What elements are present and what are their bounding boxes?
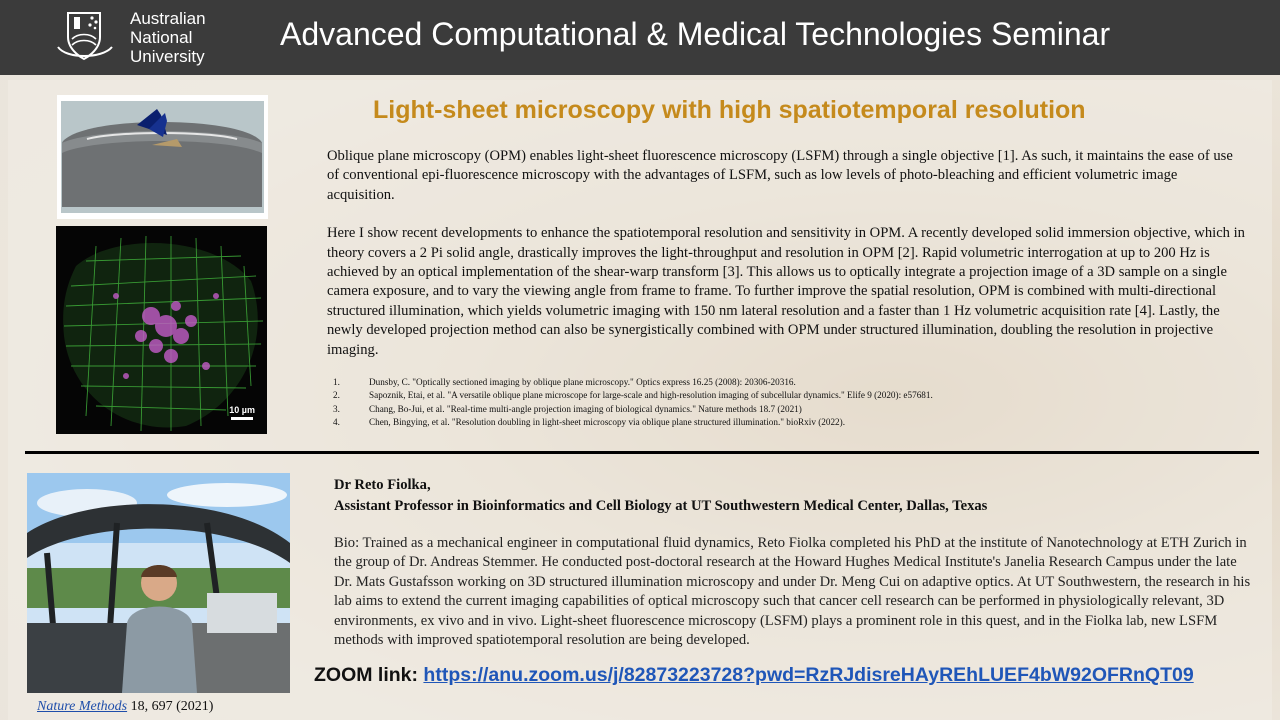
anu-crest-icon bbox=[52, 7, 124, 65]
seminar-title: Advanced Computational & Medical Technologies Seminar bbox=[280, 16, 1111, 52]
reference-number: 2. bbox=[333, 390, 340, 401]
anu-logo bbox=[52, 7, 212, 67]
photo-citation bbox=[37, 699, 213, 715]
reference-item bbox=[333, 376, 1253, 389]
speaker-name: Dr Reto Fiolka, bbox=[334, 477, 431, 493]
logo-line-2: National bbox=[130, 28, 193, 47]
speaker-bio bbox=[334, 534, 1252, 650]
bio-label: Bio: bbox=[334, 535, 360, 551]
fluorescence-cell-image bbox=[56, 226, 267, 434]
scale-bar-label: 10 µm bbox=[229, 405, 255, 415]
references-list bbox=[333, 376, 1253, 429]
talk-title: Light-sheet microscopy with high spatiotemporal resolution bbox=[373, 96, 1086, 124]
abstract-paragraph-2: Here I show recent developments to enhance the spatiotemporal resolution and sensitivity in OPM. A recently developed solid immersion objective, which in theory covers a 2 Pi solid angle, drastically improves the light-throughput and resolution in OPM [2]. Rapid volumetric interrogation at up to 200 Hz is achieved by an optical implementation of the shear-warp transform [3]. This allows us to optically integrate a projection image of a 3D sample on a single camera exposure, and to vary the viewing angle from frame to frame. To further improve the spatial resolution, OPM is combined with multi-directional structured illumination, which yields volumetric imaging with 150 nm lateral resolution and a faster than 1 Hz volumetric acquisition rate [4]. Lastly, the newly developed projection method can also be synergistically combined with OPM under structured illumination, doubling the resolution in projective imaging. bbox=[327, 225, 1245, 358]
zoom-label: ZOOM link: bbox=[314, 664, 424, 686]
citation-details: 18, 697 (2021) bbox=[127, 699, 214, 714]
bio-text: Trained as a mechanical engineer in computational fluid dynamics, Reto Fiolka completed his PhD at the institute of Nanotechnology at ETH Zurich in the group of Dr. Andreas Stemmer. He conducted post-doctoral research at the Howard Hughes Medical Institute's Janelia Research Campus under the late Dr. Mats Gustafsson working on 3D structured illumination microscopy and under Dr. Meng Cui on adaptive optics. At UT Southwestern, the research in his lab aims to extend the current imaging capabilities of optical microscopy such that cancer cell research can be performed in physiologically relevant, 3D environments, ex vivo and in vivo. Light-sheet fluorescence microscopy (LSFM) plays a prominent role in this quest, and in the Fiolka lab, new LSFM methods with improved spatiotemporal resolution are being developed. bbox=[334, 535, 1251, 649]
scale-bar-line bbox=[231, 417, 253, 420]
reference-item bbox=[333, 403, 1253, 416]
reference-number: 1. bbox=[333, 377, 340, 387]
logo-wordmark bbox=[130, 9, 206, 66]
zoom-link-line bbox=[314, 664, 1194, 687]
section-divider bbox=[25, 451, 1259, 454]
logo-line-3: University bbox=[130, 47, 205, 66]
abstract bbox=[327, 147, 1247, 379]
scale-bar bbox=[229, 405, 255, 420]
reference-number: 4. bbox=[333, 416, 340, 427]
speaker-position: Assistant Professor in Bioinformatics and Cell Biology at UT Southwestern Medical Center, Dallas, Texas bbox=[334, 498, 988, 514]
reference-text: Dunsby, C. "Optically sectioned imaging by oblique plane microscopy." Optics express 16.25 (2008): 20306-20316. bbox=[369, 377, 796, 387]
reference-item bbox=[333, 389, 1253, 402]
zoom-link[interactable]: https://anu.zoom.us/j/82873223728?pwd=RzRJdisreHAyREhLUEF4bW92OFRnQT09 bbox=[423, 664, 1194, 686]
objective-dome-image bbox=[57, 95, 268, 219]
reference-text: Chen, Bingying, et al. "Resolution doubling in light-sheet microscopy via oblique plane structured illumination." bioRxiv (2022). bbox=[369, 416, 846, 427]
citation-journal-link[interactable]: Nature Methods bbox=[37, 699, 128, 714]
reference-item bbox=[333, 416, 1253, 429]
reference-text: Sapoznik, Etai, et al. "A versatile oblique plane microscope for large-scale and high-resolution imaging of subcellular dynamics." Elife 9 (2020): e57681. bbox=[369, 390, 933, 401]
logo-line-1: Australian bbox=[130, 9, 206, 28]
speaker-info bbox=[334, 475, 987, 517]
reference-number: 3. bbox=[333, 403, 340, 414]
reference-text: Chang, Bo-Jui, et al. "Real-time multi-angle projection imaging of biological dynamics." Nature methods 18.7 (2021) bbox=[369, 403, 802, 414]
speaker-photo bbox=[27, 473, 290, 693]
header-bar bbox=[0, 0, 1280, 75]
abstract-paragraph-1: Oblique plane microscopy (OPM) enables light-sheet fluorescence microscopy (LSFM) through a single objective [1]. As such, it maintains the ease of use of conventional epi-fluorescence microscopy with the advantages of LSFM, such as low levels of photo-bleaching and efficient volumetric image acquisition. bbox=[327, 148, 1233, 203]
